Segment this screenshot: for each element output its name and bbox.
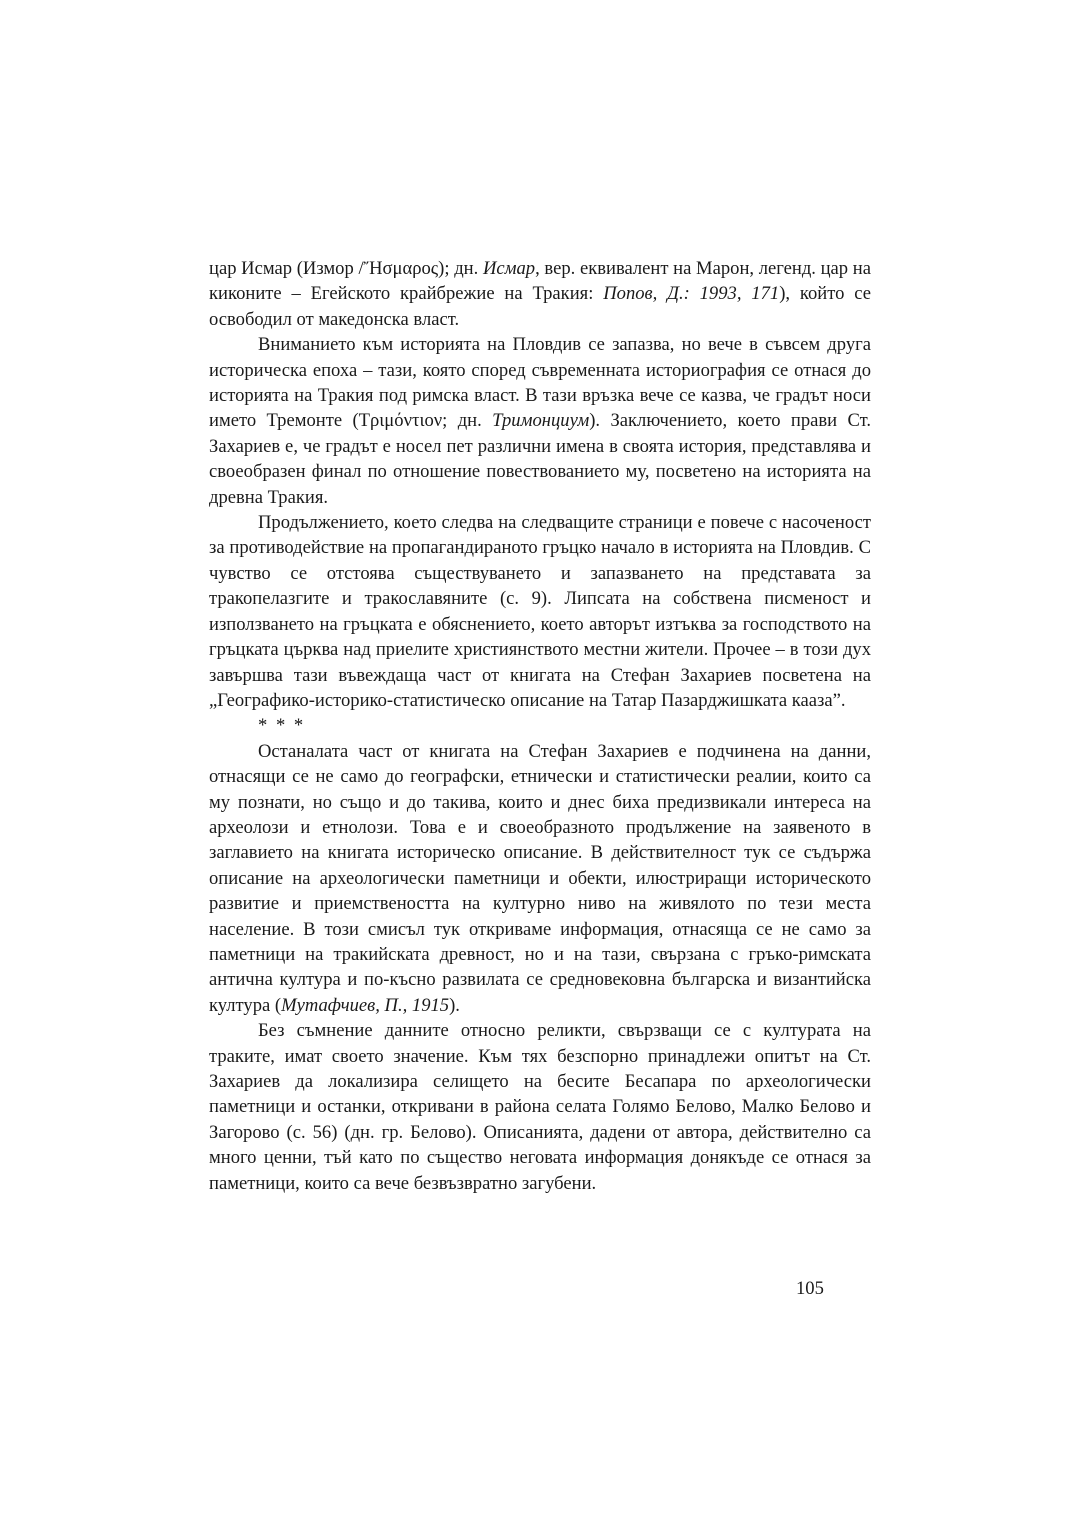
text-run: Вниманието към историята на Пловдив се запазва, но вече в съвсем друга историческа епоха – тази, която според съвременната историография се отнася до историята на Тракия под римска власт. В тази връзка вече се казва, че градът носи името Тремонте (Τριμόντιον; дн.	[209, 334, 871, 432]
text-run: Без съмнение данните относно реликти, свързващи се с културата на траките, имат своето значение. Към тях безспорно принадлежи опитът на Ст. Захариев да локализира селището на бесите Бесапара по археологически паметници и останки, откривани в района селата Голямо Белово, Малко Белово и Загорово (с. 56) (дн. гр. Белово). Описанията, дадени от автора, действително са много ценни, тъй като по същество неговата информация донякъде се отнася за паметници, които са вече безвъзвратно загубени.	[209, 1020, 871, 1194]
paragraph-1	[209, 256, 871, 332]
italic-run: Мутафчиев, П., 1915	[281, 994, 450, 1016]
text-run: ), който се освободил от македонска власт.	[209, 283, 871, 330]
body-text	[209, 256, 871, 1196]
italic-run: Попов, Д.: 1993, 171	[603, 283, 780, 305]
italic-run: Тримонциум	[492, 410, 590, 432]
paragraph-3	[209, 510, 871, 713]
italic-run: Исмар	[482, 258, 536, 279]
text-run: цар Исмар (Измор /Ἤσμαρος); дн.	[209, 258, 483, 279]
text-run: , вер. еквивалент на Марон, легенд. цар на киконите – Егейското крайбрежие на Тракия:	[209, 258, 871, 305]
text-run: Продължението, което следва на следващите страници е повече с насоченост за противодействие на пропагандираното гръцко начало в историята на Пловдив. С чувство се отстоява съществуването и запазването на представата за тракопелазгите и тракославяните (с. 9). Липсата на собствена писменост и използването на гръцката е обяснението, което авторът изтъква за господството на гръцката църква над приелите християнството местни жители. Прочее – в този дух завършва тази въвеждаща част от книгата на Стефан Захариев посветена на „Географико-историко-статистическо описание на Татар Пазарджишката кааза”.	[209, 512, 871, 711]
text-run: Останалата част от книгата на Стефан Захариев е подчинена на данни, отнасящи се не само до географски, етнически и статистически реалии, които са му познати, но също и до такива, които и днес биха предизвикали интереса на археолози и етнолози. Това е и своеобразното продължение на заявеното в заглавието на книгата историческо описание. В действителност тук се съдържа описание на археологически паметници и обекти, илюстриращи историческото развитие и приемствеността на културно ниво на живялото по тези места население. В този смисъл тук откриваме информация, отнасяща се не само за паметници на тракийската древност, но и на тази, свързана с гръко-римската антична култура и по-късно развилата се средновековна българска и византийска култура (	[209, 740, 871, 1016]
page-number: 105	[796, 1278, 824, 1299]
paragraph-5	[209, 1018, 871, 1196]
paragraph-4	[209, 739, 871, 1018]
section-separator: * * *	[258, 715, 306, 737]
text-run: ).	[449, 994, 460, 1016]
text-run: ). Заключението, което прави Ст. Захариев е, че градът е носел пет различни имена в своята история, представлява и своеобразен финал по отношение повествованието му, посветено на историята на древна Тракия.	[209, 410, 871, 508]
paragraph-2	[209, 332, 871, 510]
